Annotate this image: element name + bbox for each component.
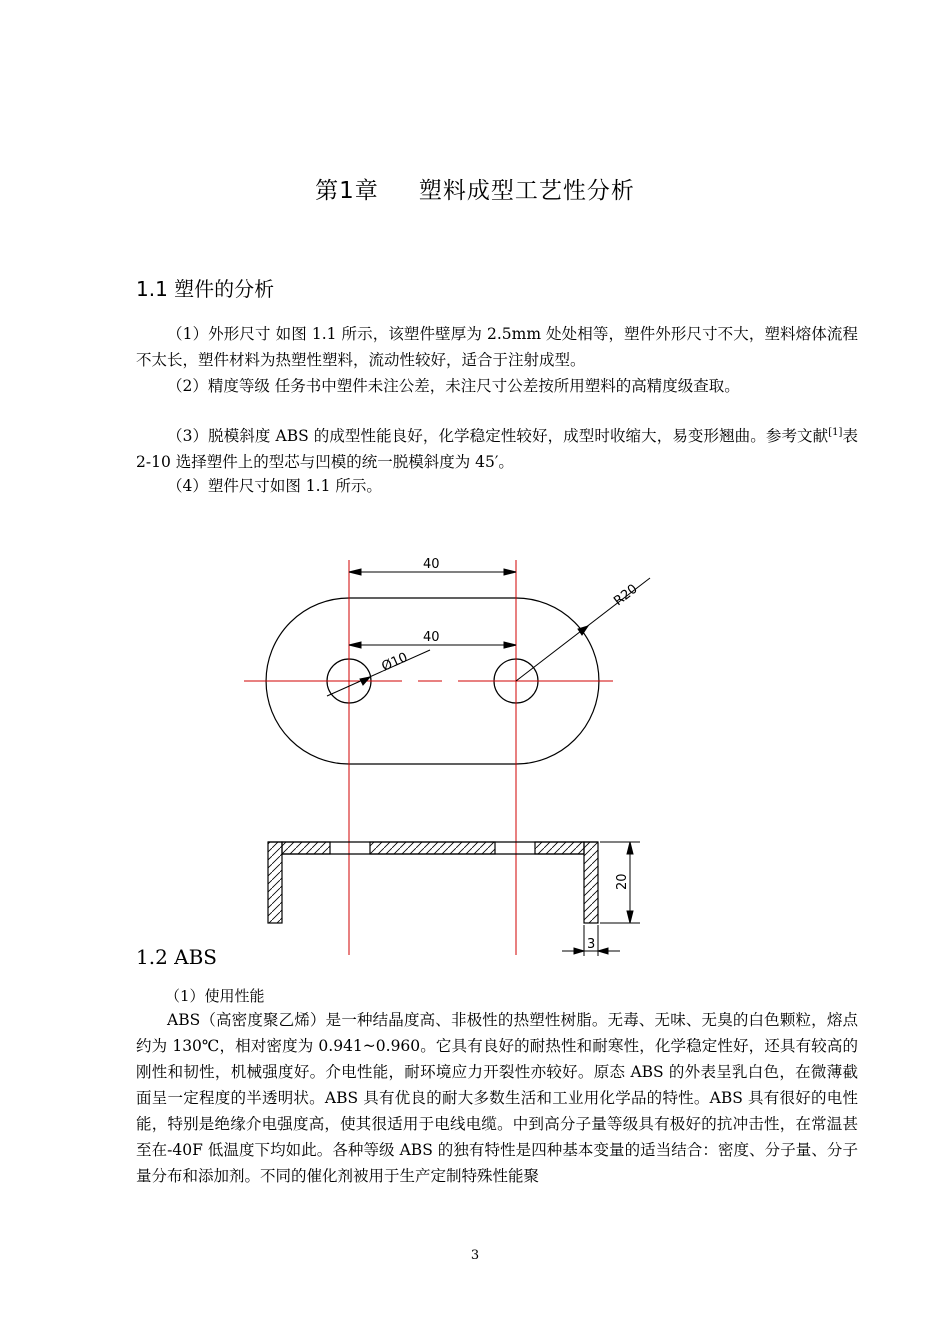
chapter-name: 塑料成型工艺性分析 [418, 178, 635, 204]
chapter-number: 第1章 [315, 178, 379, 204]
section-heading-1-1: 1.1 塑件的分析 [136, 277, 275, 301]
paragraph-precision: （2）精度等级 任务书中塑件未注公差，未注尺寸公差按所用塑料的高精度级查取。 [167, 377, 740, 395]
dim-wall-thickness: 3 [587, 937, 596, 952]
dim-top-width: 40 [423, 557, 440, 572]
paragraph-size: （4）塑件尺寸如图 1.1 所示。 [167, 477, 382, 495]
centerlines [244, 560, 613, 955]
paragraph-dimensions: （1）外形尺寸 如图 1.1 所示，该塑件壁厚为 2.5mm 处处相等，塑件外形尺寸不大，塑料熔体流程不太长，塑件材料为热塑性塑料，流动性较好，适合于注射成型。 [136, 325, 858, 369]
dim-hole-diameter: Ø10 [379, 650, 411, 675]
page-number: 3 [470, 1248, 480, 1263]
subheading-properties: （1）使用性能 [165, 987, 265, 1005]
dimension-lines [327, 569, 650, 696]
section-view [268, 842, 598, 923]
dim-height: 20 [615, 873, 630, 890]
section-dimensions [562, 842, 640, 956]
dim-hole-spacing: 40 [423, 630, 440, 645]
section-heading-1-2: 1.2 ABS [136, 945, 218, 969]
paragraph-draft-angle: （3）脱模斜度 ABS 的成型性能良好，化学稳定性较好，成型时收缩大，易变形翘曲。参考文献[1]表 2-10 选择塑件上的型芯与凹模的统一脱模斜度为 45′。 [136, 426, 858, 471]
citation-ref: [1] [828, 426, 843, 438]
dim-radius: R20 [611, 581, 641, 610]
paragraph-abs-properties: ABS（高密度聚乙烯）是一种结晶度高、非极性的热塑性树脂。无毒、无味、无臭的白色颗粒，熔点约为 130℃，相对密度为 0.941~0.960。它具有良好的耐热性和耐寒性，化学稳定性好，还具有较高的刚性和韧性，机械强度好。介电性能，耐环境应力开裂性亦较好。原态 ABS 的外表呈乳白色，在微薄截面呈一定程度的半透明状。ABS 具有优良的耐大多数生活和工业用化学品的特性。ABS 具有很好的电性能，特别是绝缘介电强度高，使其很适用于电线电缆。中到高分子量等级具有极好的抗冲击性，在常温甚至在-40F 低温度下均如此。各种等级 ABS 的独有特性是四种基本变量的适当结合：密度、分子量、分子量分布和添加剂。不同的催化剂被用于生产定制特殊性能聚 [136, 1011, 858, 1185]
